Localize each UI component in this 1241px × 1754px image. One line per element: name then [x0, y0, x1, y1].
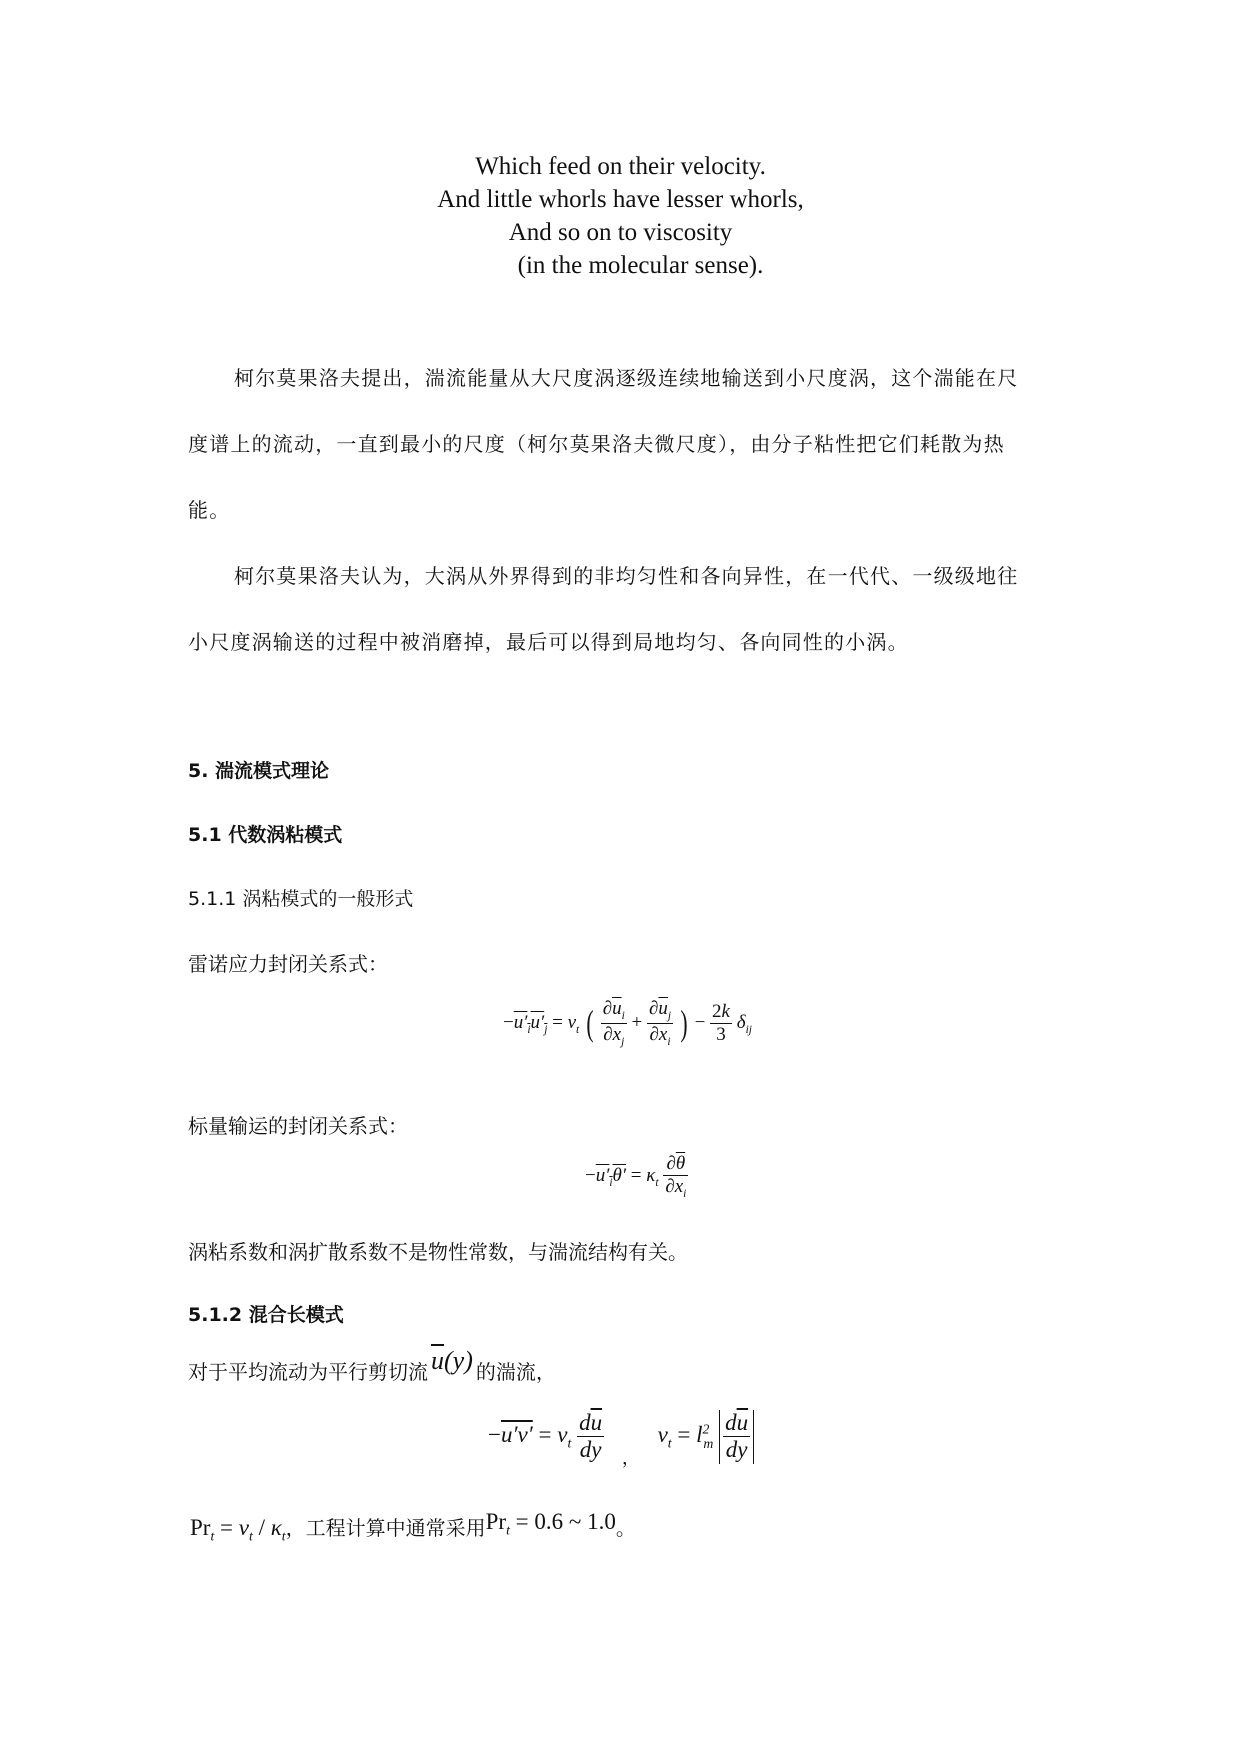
para1-line-1: 柯尔莫果洛夫提出，湍流能量从大尺度涡逐级连续地输送到小尺度涡，这个湍能在尺: [234, 366, 1019, 390]
poem-line-3: And so on to viscosity: [508, 219, 733, 246]
mixing-length-intro: [188, 1346, 1058, 1386]
scalar-transport-label: 标量输运的封闭关系式：: [188, 1114, 408, 1138]
equation-mixing-length: $-u'v' = \nu_t$ $\frac{d\overline{u}}{dy}$ $_,$ $\nu_t = l^2_m$ $\frac{d\overline{u}}{dy}$: [488, 1410, 754, 1464]
para1-line-3: 能。: [188, 498, 231, 522]
heading-section-5-1: 5.1 代数涡粘模式: [188, 824, 343, 846]
coefficient-note: 涡粘系数和涡扩散系数不是物性常数，与湍流结构有关。: [188, 1240, 688, 1264]
poem-line-1: Which feed on their velocity.: [475, 153, 766, 180]
equation-prandtl-value: $Pr_t = 0.6$ ~ 1.0: [485, 1509, 616, 1538]
para1-line-2: 度谱上的流动，一直到最小的尺度（柯尔莫果洛夫微尺度），由分子粘性把它们耗散为热: [188, 432, 1005, 456]
prandtl-note: ，工程计算中通常采用: [285, 1516, 486, 1540]
mixing-intro-pre: 对于平均流动为平行剪切流: [188, 1360, 428, 1384]
heading-section-5-1-1: 5.1.1 涡粘模式的一般形式: [188, 888, 414, 910]
mixing-intro-post: 的湍流，: [475, 1360, 556, 1384]
equation-scalar-transport: $-u'_i\theta' = \kappa_t$ $\frac{\partial\overline{\theta}}{\partial x_i}$: [585, 1153, 687, 1200]
paragraph-kolmogorov-isotropy: [188, 543, 1058, 675]
paragraph-kolmogorov-cascade: [188, 345, 1058, 543]
prandtl-period: 。: [615, 1516, 636, 1540]
poem-excerpt: [0, 150, 1241, 282]
equation-comma: ，: [621, 1448, 640, 1470]
equation-reynolds-stress: $-u'_iu'_j = \nu_t$ ( $\frac{\partial\overline{u}_i}{\partial x_j}$ + $\frac{\partial\overline{u}_j}{\partial x_i}$ ) − $\frac{2k}{3}$ $\delta_{ij}$: [503, 998, 752, 1048]
poem-line-2: And little whorls have lesser whorls,: [437, 186, 804, 213]
reynolds-stress-label: 雷诺应力封闭关系式：: [188, 952, 388, 976]
para2-line-2: 小尺度涡输送的过程中被消磨掉，最后可以得到局地均匀、各向同性的小涡。: [188, 630, 909, 654]
poem-line-4: (in the molecular sense).: [517, 252, 764, 279]
equation-mean-flow-u-of-y: $\overline{u}(y)$: [431, 1346, 473, 1375]
heading-section-5: 5. 湍流模式理论: [188, 760, 330, 782]
turbulent-prandtl-line: [190, 1509, 1060, 1545]
para2-line-1: 柯尔莫果洛夫认为，大涡从外界得到的非均匀性和各向异性，在一代代、一级级地往: [234, 564, 1019, 588]
equation-prandtl-definition: $Pr_t = \nu_t / \kappa_t$: [190, 1515, 286, 1544]
heading-section-5-1-2: 5.1.2 混合长模式: [188, 1304, 344, 1326]
